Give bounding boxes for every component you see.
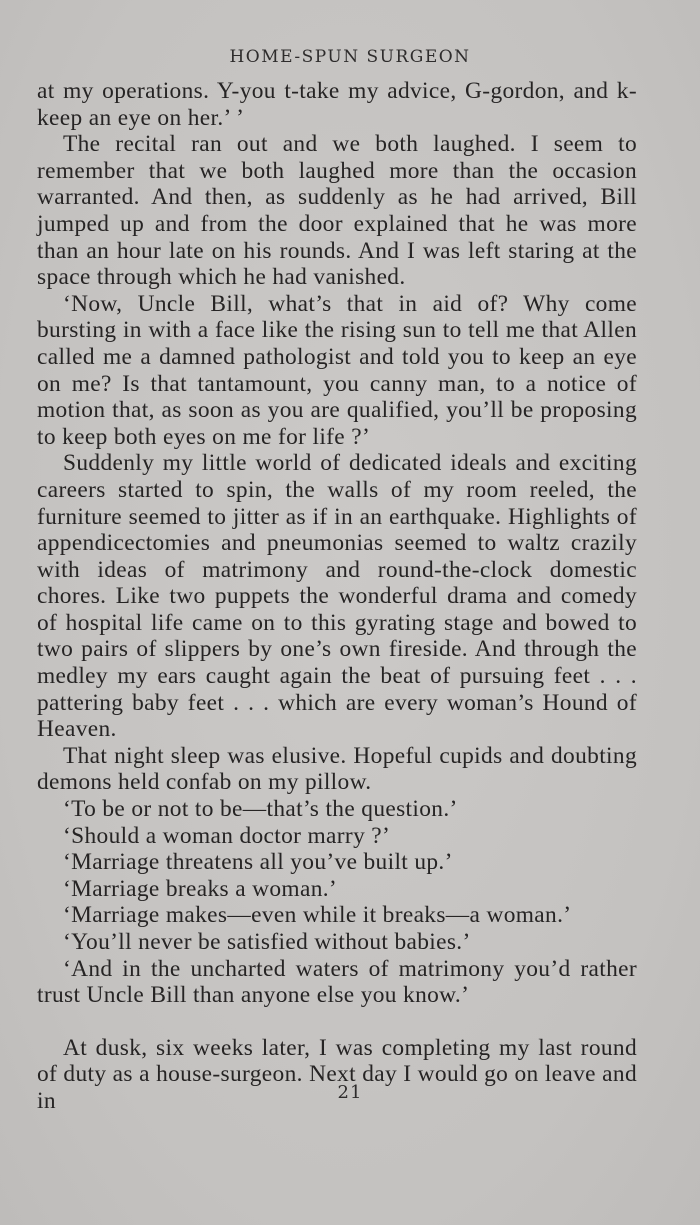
paragraph-dusk: At dusk, six weeks later, I was completing my last round of duty as a house-surgeon. Next day I would go on leave and in	[37, 1034, 637, 1114]
dialogue-line: ‘Marriage threatens all you’ve built up.’	[63, 849, 453, 876]
running-head: HOME-SPUN SURGEON	[229, 47, 471, 67]
paragraph-recital: The recital ran out and we both laughed. I seem to remember that we both laughed more than the occasion warranted. And then, as suddenly as he had arrived, Bill jumped up and from the door explained that he was more than an hour late on his rounds. And I was left staring at the space through which he had vanished.	[37, 131, 637, 291]
page-number: 21	[337, 1082, 363, 1103]
dialogue-line: ‘You’ll never be satisfied without babies.’	[63, 929, 471, 955]
dialogue-line: ‘And in the uncharted waters of matrimony you’d rather trust Uncle Bill than anyone else you know.’	[37, 955, 637, 1009]
dialogue-line: ‘Marriage breaks a woman.’	[63, 875, 338, 902]
dialogue-line: ‘To be or not to be—that’s the question.’	[63, 796, 458, 823]
paragraph-uncle-bill: ‘Now, Uncle Bill, what’s that in aid of? Why come bursting in with a face like the rising sun to tell me that Allen called me a damned pathologist and told you to keep an eye on me? Is that tantamount, you canny man, to a notice of motion that, as soon as you are qualified, you’ll be proposing to keep both eyes on me for life ?’	[37, 290, 637, 450]
body-text	[37, 78, 637, 1115]
paragraph-continuation: at my operations. Y-you t-take my advice, G-gordon, and k-keep an eye on her.’ ’	[37, 78, 637, 131]
paragraph-sleep: That night sleep was elusive. Hopeful cupids and doubting demons held confab on my pillow.	[37, 742, 637, 796]
dialogue-line: ‘Should a woman doctor marry ?’	[63, 822, 391, 849]
paragraph-world-spin: Suddenly my little world of dedicated ideals and exciting careers started to spin, the walls of my room reeled, the furniture seemed to jitter as if in an earthquake. Highlights of appendicectomies and pneumonias seemed to waltz crazily with ideas of matrimony and round-the-clock domestic chores. Like two puppets the wonderful drama and comedy of hospital life came on to this gyrating stage and bowed to two pairs of slippers by one’s own fireside. And through the medley my ears caught again the beat of pursuing feet . . . pattering baby feet . . . which are every woman’s Hound of Heaven.	[37, 450, 637, 743]
dialogue-line: ‘Marriage makes—even while it breaks—a woman.’	[63, 902, 572, 929]
